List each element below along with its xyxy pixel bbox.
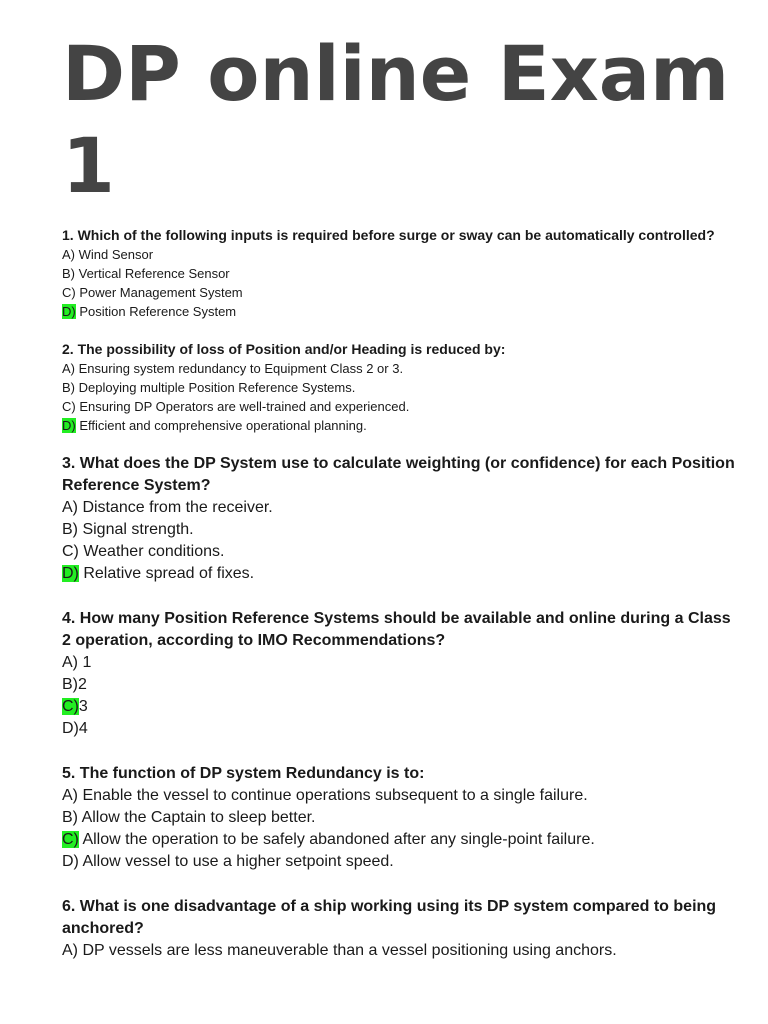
option-text: Ensuring DP Operators are well-trained and experienced. <box>75 399 410 414</box>
option-text: Allow vessel to use a higher setpoint speed. <box>78 853 394 870</box>
correct-answer-highlight: C) <box>62 698 79 715</box>
answer-option-c <box>62 397 742 416</box>
answer-option-b <box>62 264 742 283</box>
option-text: Weather conditions. <box>78 543 225 560</box>
option-text: 3 <box>78 698 88 715</box>
answer-option-c <box>62 829 742 851</box>
option-letter: B) <box>62 266 75 281</box>
answer-option-c <box>62 696 742 718</box>
option-text: 2 <box>78 676 87 693</box>
option-text: Distance from the receiver. <box>78 499 273 516</box>
option-text: Allow the Captain to sleep better. <box>78 809 316 826</box>
correct-answer-highlight: D) <box>62 565 79 582</box>
correct-answer-highlight: D) <box>62 304 76 319</box>
answer-option-a <box>62 497 742 519</box>
option-text: Position Reference System <box>75 304 237 319</box>
question-text: 4. How many Position Reference Systems should be available and online during a Class 2 operation, according to IMO Recommendations? <box>62 610 731 649</box>
answer-option-a <box>62 652 742 674</box>
answer-option-a <box>62 245 742 264</box>
option-letter: A) <box>62 499 78 516</box>
option-text: Vertical Reference Sensor <box>75 266 230 281</box>
answer-option-b <box>62 807 742 829</box>
question-5 <box>62 763 742 873</box>
question-text: 6. What is one disadvantage of a ship working using its DP system compared to being anchored? <box>62 898 717 937</box>
answer-option-b <box>62 674 742 696</box>
option-text: Efficient and comprehensive operational planning. <box>75 418 367 433</box>
option-text: Power Management System <box>75 285 243 300</box>
answer-option-c <box>62 283 742 302</box>
option-letter: B) <box>62 676 78 693</box>
option-letter: D) <box>62 720 79 737</box>
correct-answer-highlight: C) <box>62 831 79 848</box>
question-2 <box>62 340 742 435</box>
question-4 <box>62 608 742 740</box>
answer-option-b <box>62 519 742 541</box>
question-1 <box>62 226 742 321</box>
option-letter: B) <box>62 521 78 538</box>
option-letter: A) <box>62 361 75 376</box>
answer-option-a <box>62 940 742 962</box>
option-text: Ensuring system redundancy to Equipment Class 2 or 3. <box>75 361 404 376</box>
answer-option-d <box>62 851 742 873</box>
option-text: 4 <box>78 720 88 737</box>
option-text: Deploying multiple Position Reference Systems. <box>75 380 356 395</box>
question-6 <box>62 896 742 962</box>
option-letter: B) <box>62 380 75 395</box>
answer-option-c <box>62 541 742 563</box>
question-text: 2. The possibility of loss of Position and/or Heading is reduced by: <box>62 341 506 357</box>
answer-option-a <box>62 785 742 807</box>
option-letter: D) <box>62 853 79 870</box>
option-letter: C) <box>62 285 76 300</box>
option-letter: A) <box>62 247 75 262</box>
answer-option-b <box>62 378 742 397</box>
option-letter: A) <box>62 654 78 671</box>
option-text: 1 <box>78 654 92 671</box>
option-letter: A) <box>62 787 78 804</box>
question-text: 1. Which of the following inputs is required before surge or sway can be automatically controlled? <box>62 227 715 243</box>
option-letter: A) <box>62 942 78 959</box>
option-text: Enable the vessel to continue operations subsequent to a single failure. <box>78 787 588 804</box>
answer-option-a <box>62 359 742 378</box>
question-text: 3. What does the DP System use to calculate weighting (or confidence) for each Position Reference System? <box>62 455 735 494</box>
option-letter: C) <box>62 543 79 560</box>
option-text: Signal strength. <box>78 521 194 538</box>
option-text: Relative spread of fixes. <box>78 565 255 582</box>
answer-option-d <box>62 563 742 585</box>
question-3 <box>62 453 742 585</box>
correct-answer-highlight: D) <box>62 418 76 433</box>
option-letter: C) <box>62 399 76 414</box>
option-letter: B) <box>62 809 78 826</box>
option-text: Allow the operation to be safely abandoned after any single-point failure. <box>78 831 595 848</box>
answer-option-d <box>62 416 742 435</box>
answer-option-d <box>62 718 742 740</box>
document-title: DP online Exam 1 <box>62 29 730 210</box>
question-text: 5. The function of DP system Redundancy is to: <box>62 765 425 782</box>
answer-option-d <box>62 302 742 321</box>
option-text: DP vessels are less maneuverable than a vessel positioning using anchors. <box>78 942 617 959</box>
option-text: Wind Sensor <box>75 247 154 262</box>
